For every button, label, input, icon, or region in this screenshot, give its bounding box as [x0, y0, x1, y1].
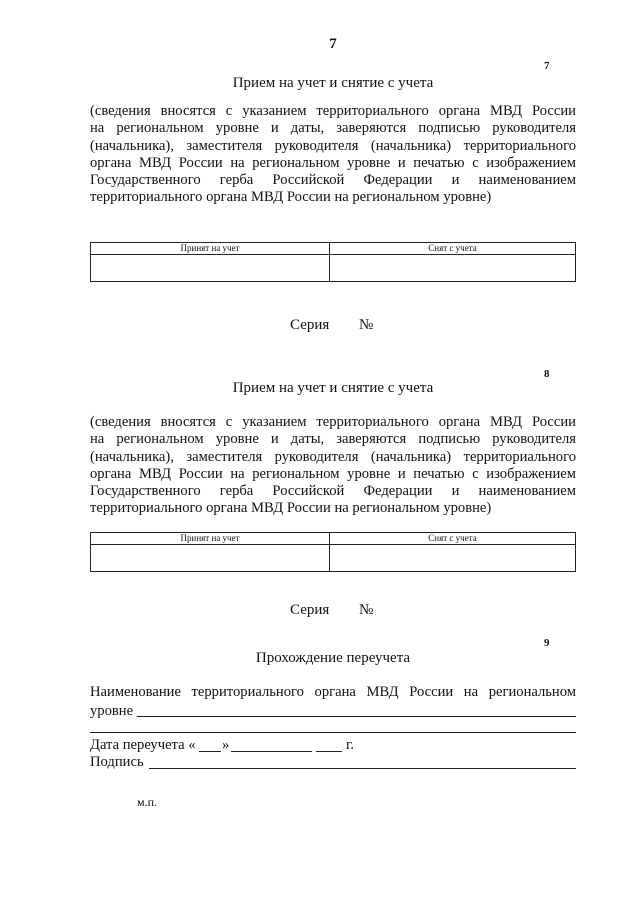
date-year-field[interactable] [316, 751, 342, 752]
signature-field[interactable] [149, 768, 576, 769]
section-number: 8 [544, 368, 550, 380]
organ-name-label: Наименование территориального органа МВД России на региональном [90, 684, 576, 700]
section-title: Прохождение переучета [255, 650, 411, 666]
organ-name-field[interactable] [137, 716, 576, 717]
date-close-quote: » [222, 737, 230, 753]
date-month-field[interactable] [231, 751, 312, 752]
date-day-field[interactable] [199, 751, 221, 752]
seria-label: Серия [290, 317, 330, 333]
number-sign: № [359, 602, 374, 618]
page-number: 7 [329, 36, 337, 52]
section-number: 7 [544, 60, 550, 72]
organ-name-label-cont: уровне [90, 703, 134, 719]
deregistered-cell[interactable] [330, 545, 576, 572]
col-deregistered-header: Снят с учета [330, 243, 576, 255]
deregistered-cell[interactable] [330, 255, 576, 282]
registered-cell[interactable] [91, 545, 330, 572]
description-line: на региональном уровне и даты, заверяются подписью руководителя [90, 431, 576, 448]
stamp-place-label: м.п. [137, 795, 158, 809]
seria-label: Серия [290, 602, 330, 618]
col-registered-header: Принят на учет [91, 533, 330, 545]
date-year-suffix: г. [346, 737, 354, 753]
col-registered-header: Принят на учет [91, 243, 330, 255]
description-line: на региональном уровне и даты, заверяются подписью руководителя [90, 120, 576, 137]
description-line: Государственного герба Российской Федерации и наименованием [90, 172, 576, 189]
description-line: (сведения вносятся с указанием территориального органа МВД России [90, 414, 576, 430]
description-line: территориального органа МВД России на региональном уровне) [90, 189, 492, 206]
description-line: Государственного герба Российской Федерации и наименованием [90, 483, 576, 500]
description-line: органа МВД России на региональном уровне и печатью с изображением [90, 465, 576, 482]
col-deregistered-header: Снят с учета [330, 533, 576, 545]
registered-cell[interactable] [91, 255, 330, 282]
section-title: Прием на учет и снятие с учета [232, 75, 434, 91]
number-sign: № [359, 317, 374, 333]
section-description [90, 414, 576, 518]
section-description [90, 103, 576, 207]
section-number: 9 [544, 637, 550, 649]
description-line: (начальника), заместителя руководителя (начальника) территориального [90, 137, 576, 154]
description-line: (сведения вносятся с указанием территориального органа МВД России [90, 103, 576, 119]
date-label: Дата переучета « [90, 737, 196, 753]
description-line: органа МВД России на региональном уровне и печатью с изображением [90, 154, 576, 171]
description-line: территориального органа МВД России на региональном уровне) [90, 500, 492, 517]
registration-table [90, 242, 576, 282]
organ-name-field-extra[interactable] [90, 732, 576, 733]
registration-table [90, 532, 576, 572]
section-title: Прием на учет и снятие с учета [232, 380, 434, 396]
signature-label: Подпись [90, 754, 144, 770]
description-line: (начальника), заместителя руководителя (начальника) территориального [90, 448, 576, 465]
